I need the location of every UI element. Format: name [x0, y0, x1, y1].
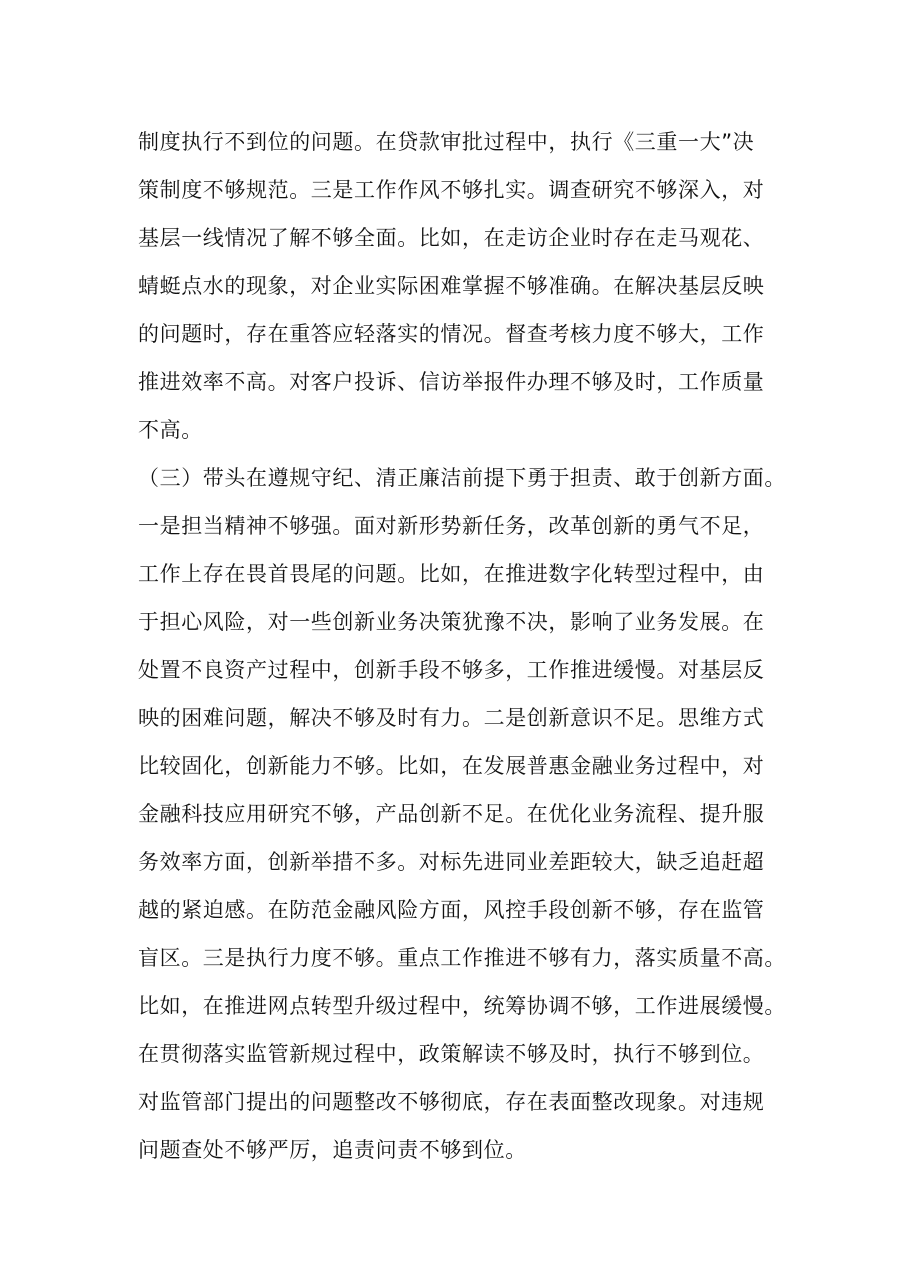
text-line: 盲区。三是执行力度不够。重点工作推进不够有力，落实质量不高。 [138, 946, 786, 970]
text-line: 处置不良资产过程中，创新手段不够多，工作推进缓慢。对基层反 [138, 658, 765, 682]
text-line: 于担心风险，对一些创新业务决策犹豫不决，影响了业务发展。在 [138, 610, 765, 634]
text-line: 务效率方面，创新举措不多。对标先进同业差距较大，缺乏追赶超 [138, 850, 765, 874]
text-line: 问题查处不够严厉，追责问责不够到位。 [138, 1138, 527, 1162]
text-line: 一是担当精神不够强。面对新形势新任务，改革创新的勇气不足， [138, 514, 765, 538]
text-line: 映的困难问题，解决不够及时有力。二是创新意识不足。思维方式 [138, 706, 765, 730]
text-line: 比较固化，创新能力不够。比如，在发展普惠金融业务过程中，对 [138, 754, 765, 778]
section-heading: （三）带头在遵规守纪、清正廉洁前提下勇于担责、敢于创新方面。 [138, 466, 786, 490]
text-line: 蜻蜓点水的现象，对企业实际困难掌握不够准确。在解决基层反映 [138, 274, 765, 298]
text-line: 对监管部门提出的问题整改不够彻底，存在表面整改现象。对违规 [138, 1090, 765, 1114]
text-line: 越的紧迫感。在防范金融风险方面，风控手段创新不够，存在监管 [138, 898, 765, 922]
text-line: 制度执行不到位的问题。在贷款审批过程中，执行《三重一大”决 [138, 130, 755, 154]
text-line: 策制度不够规范。三是工作作风不够扎实。调查研究不够深入，对 [138, 178, 765, 202]
text-line: 在贯彻落实监管新规过程中，政策解读不够及时，执行不够到位。 [138, 1042, 765, 1066]
text-line: 推进效率不高。对客户投诉、信访举报件办理不够及时，工作质量 [138, 370, 765, 394]
text-line: 不高。 [138, 418, 203, 442]
text-line: 基层一线情况了解不够全面。比如，在走访企业时存在走马观花、 [138, 226, 765, 250]
text-line: 工作上存在畏首畏尾的问题。比如，在推进数字化转型过程中，由 [138, 562, 765, 586]
text-line: 的问题时，存在重答应轻落实的情况。督查考核力度不够大，工作 [138, 322, 765, 346]
text-line: 比如，在推进网点转型升级过程中，统筹协调不够，工作进展缓慢。 [138, 994, 786, 1018]
text-line: 金融科技应用研究不够，产品创新不足。在优化业务流程、提升服 [138, 802, 765, 826]
